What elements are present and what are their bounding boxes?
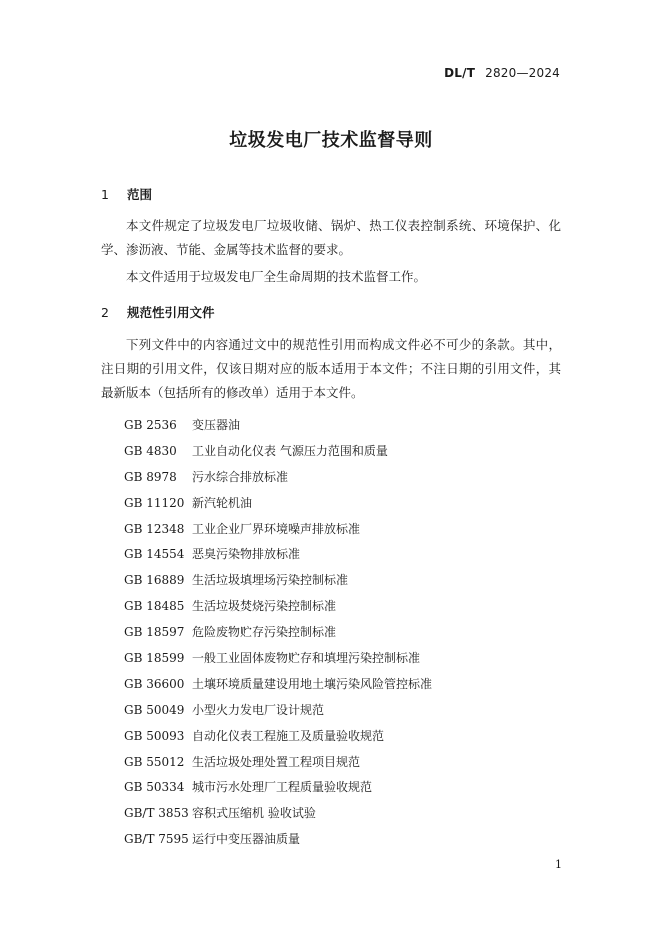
reference-code: GB/T 7595 — [124, 832, 189, 847]
reference-item — [124, 827, 564, 853]
reference-title: 新汽轮机油 — [192, 495, 253, 510]
reference-code: GB 12348 — [124, 521, 185, 536]
reference-code: GB 2536 — [124, 418, 177, 432]
reference-title: 自动化仪表工程施工及质量验收规范 — [192, 728, 385, 743]
section-1-heading — [101, 185, 152, 203]
reference-item — [124, 698, 564, 724]
reference-item — [124, 724, 564, 750]
reference-code: GB 50049 — [124, 702, 185, 717]
reference-title: 危险废物贮存污染控制标准 — [192, 625, 337, 640]
reference-title: 工业企业厂界环境噪声排放标准 — [192, 521, 361, 536]
reference-title: 污水综合排放标准 — [192, 469, 289, 484]
reference-item — [124, 491, 564, 517]
section-2-heading — [101, 303, 215, 321]
reference-title: 工业自动化仪表 气源压力范围和质量 — [192, 443, 388, 458]
reference-item — [124, 517, 564, 543]
document-identifier — [444, 66, 560, 80]
reference-item — [124, 646, 564, 672]
doc-number: 2820—2024 — [485, 66, 560, 80]
document-title: 垃圾发电厂技术监督导则 — [229, 130, 433, 151]
doc-prefix: DL/T — [444, 66, 476, 80]
section-2-paragraph-1: 下列文件中的内容通过文中的规范性引用而构成文件必不可少的条款。其中，注日期的引用文件，仅该日期对应的版本适用于本文件；不注日期的引用文件，其最新版本（包括所有的修改单）适用于本文件。 — [101, 337, 561, 400]
section-2-title: 规范性引用文件 — [127, 305, 215, 320]
reference-item — [124, 413, 564, 439]
reference-code: GB 11120 — [124, 495, 185, 510]
reference-code: GB 50093 — [124, 728, 185, 743]
reference-title: 变压器油 — [192, 418, 241, 432]
reference-code: GB 18485 — [124, 599, 185, 614]
section-1-title: 范围 — [127, 187, 153, 202]
reference-code: GB/T 3853 — [124, 806, 189, 821]
reference-title: 生活垃圾焚烧污染控制标准 — [192, 599, 337, 614]
reference-title: 容积式压缩机 验收试验 — [192, 806, 316, 821]
reference-title: 恶臭污染物排放标准 — [192, 547, 301, 562]
section-1-paragraph-2: 本文件适用于垃圾发电厂全生命周期的技术监督工作。 — [126, 269, 427, 284]
section-2-number: 2 — [101, 305, 109, 320]
reference-code: GB 18599 — [124, 651, 185, 666]
reference-title: 土壤环境质量建设用地土壤污染风险管控标准 — [192, 676, 433, 691]
page-number: 1 — [555, 858, 562, 871]
reference-title: 城市污水处理厂工程质量验收规范 — [192, 780, 373, 795]
reference-item — [124, 439, 564, 465]
reference-item — [124, 620, 564, 646]
reference-code: GB 16889 — [124, 573, 185, 588]
reference-item — [124, 801, 564, 827]
section-1-paragraph-1: 本文件规定了垃圾发电厂垃圾收储、锅炉、热工仪表控制系统、环境保护、化学、渗沥液、节能、金属等技术监督的要求。 — [101, 218, 561, 257]
reference-code: GB 50334 — [124, 780, 185, 795]
reference-item — [124, 750, 564, 776]
reference-code: GB 55012 — [124, 754, 185, 769]
reference-code: GB 14554 — [124, 547, 185, 562]
reference-code: GB 18597 — [124, 625, 185, 640]
reference-code: GB 4830 — [124, 443, 177, 458]
reference-item — [124, 594, 564, 620]
reference-code: GB 36600 — [124, 676, 185, 691]
reference-title: 一般工业固体废物贮存和填埋污染控制标准 — [192, 651, 421, 666]
section-1-number: 1 — [101, 187, 109, 202]
reference-title: 小型火力发电厂设计规范 — [192, 702, 325, 717]
reference-item — [124, 542, 564, 568]
reference-list — [124, 413, 564, 853]
reference-item — [124, 465, 564, 491]
reference-title: 生活垃圾处理处置工程项目规范 — [192, 754, 361, 769]
reference-title: 生活垃圾填埋场污染控制标准 — [192, 573, 349, 588]
reference-title: 运行中变压器油质量 — [192, 832, 301, 847]
reference-item — [124, 568, 564, 594]
reference-item — [124, 775, 564, 801]
reference-code: GB 8978 — [124, 469, 177, 484]
reference-item — [124, 672, 564, 698]
